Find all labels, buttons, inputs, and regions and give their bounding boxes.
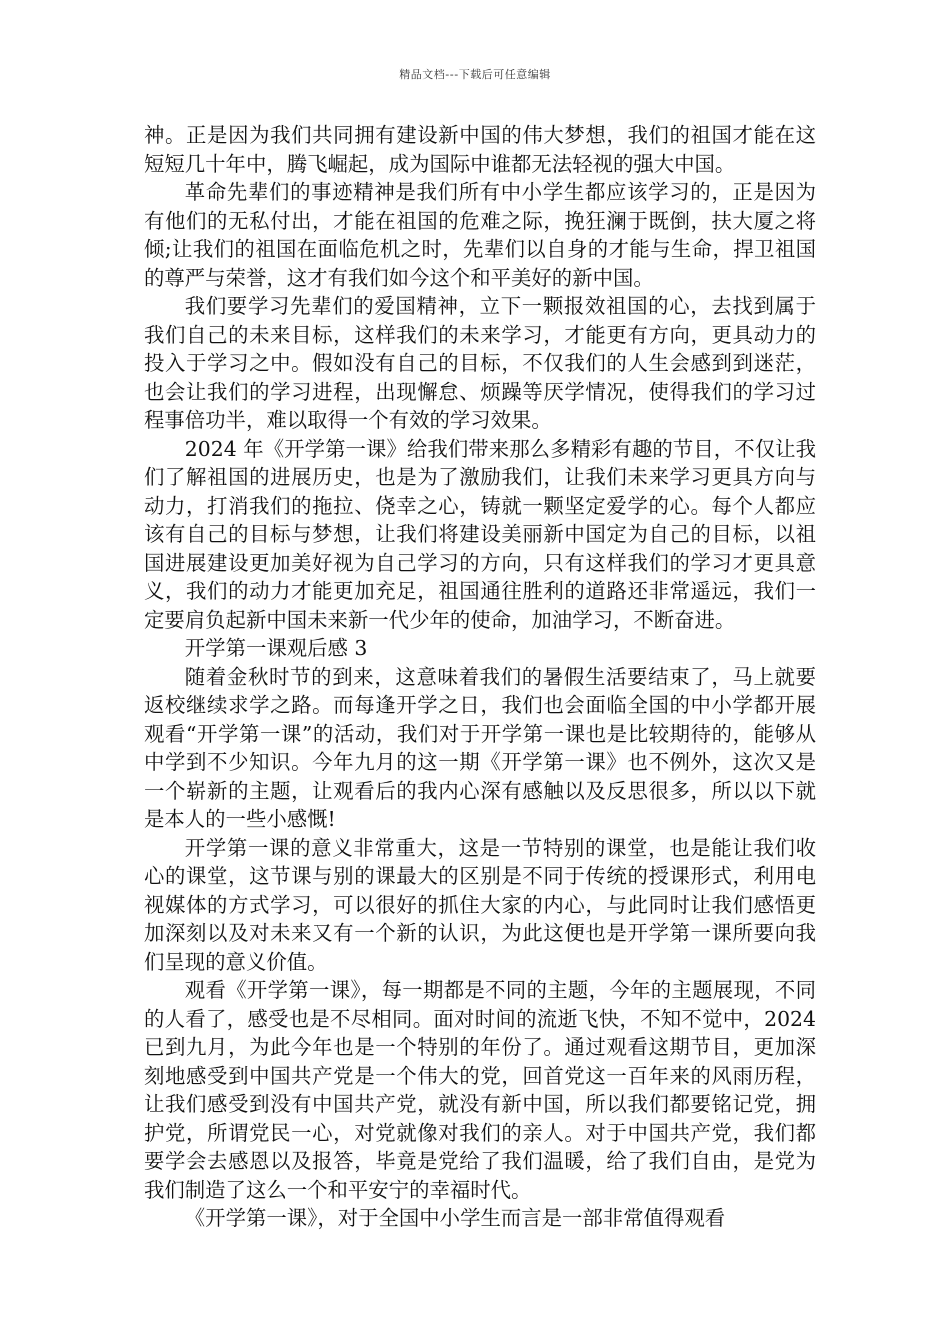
page-header: 精品文档---下载后可任意编辑 [399, 68, 551, 81]
paragraph: 《开学第一课》，对于全国中小学生而言是一部非常值得观看 [184, 1206, 726, 1230]
section-heading: 开学第一课观后感 3 [184, 636, 368, 660]
paragraph: 神。正是因为我们共同拥有建设新中国的伟大梦想，我们的祖国才能在这短短几十年中，腾飞崛起，成为国际中谁都无法轻视的强大中国。 [144, 123, 816, 176]
paragraph: 革命先辈们的事迹精神是我们所有中小学生都应该学习的，正是因为有他们的无私付出，才能在祖国的危难之际，挽狂澜于既倒，扶大厦之将倾;让我们的祖国在面临危机之时，先辈们以自身的才能与生命，捍卫祖国的尊严与荣誉，这才有我们如今这个和平美好的新中国。 [144, 180, 816, 290]
paragraph: 2024 年《开学第一课》给我们带来那么多精彩有趣的节目，不仅让我们了解祖国的进展历史，也是为了激励我们，让我们未来学习更具方向与动力，打消我们的拖拉、侥幸之心，铸就一颗坚定爱学的心。每个人都应该有自己的目标与梦想，让我们将建设美丽新中国定为自己的目标，以祖国进展建设更加美好视为自己学习的方向，只有这样我们的学习才更具意义，我们的动力才能更加充足，祖国通往胜利的道路还非常遥远，我们一定要肩负起新中国未来新一代少年的使命，加油学习，不断奋进。 [144, 436, 816, 632]
paragraph: 观看《开学第一课》，每一期都是不同的主题，今年的主题展现，不同的人看了，感受也是不尽相同。面对时间的流逝飞快，不知不觉中，2024 已到九月，为此今年也是一个特别的年份了。通过观看这期节目，更加深刻地感受到中国共产党是一个伟大的党，回首党这一百年来的风雨历程，让我们感受到没有中国共产党，就没有新中国，所以我们都要铭记党，拥护党，所谓党民一心，对党就像对我们的亲人。对于中国共产党，我们都要学会去感恩以及报答，毕竟是党给了我们温暖，给了我们自由，是党为我们制造了这么一个和平安宁的幸福时代。 [144, 978, 816, 1202]
paragraph: 随着金秋时节的到来，这意味着我们的暑假生活要结束了，马上就要返校继续求学之路。而每逢开学之日，我们也会面临全国的中小学都开展观看“开学第一课”的活动，我们对于开学第一课也是比较期待的，能够从中学到不少知识。今年九月的这一期《开学第一课》也不例外，这次又是一个崭新的主题，让观看后的我内心深有感触以及反思很多，所以以下就是本人的一些小感慨! [144, 664, 816, 831]
paragraph: 开学第一课的意义非常重大，这是一节特别的课堂，也是能让我们收心的课堂，这节课与别的课最大的区别是不同于传统的授课形式，利用电视媒体的方式学习，可以很好的抓住大家的内心，与此同时让我们感悟更加深刻以及对未来又有一个新的认识，为此这便也是开学第一课所要向我们呈现的意义价值。 [144, 835, 816, 974]
paragraph: 我们要学习先辈们的爱国精神，立下一颗报效祖国的心，去找到属于我们自己的未来目标，这样我们的未来学习，才能更有方向，更具动力的投入于学习之中。假如没有自己的目标，不仅我们的人生会感到到迷茫，也会让我们的学习进程，出现懈怠、烦躁等厌学情况，使得我们的学习过程事倍功半，难以取得一个有效的学习效果。 [144, 294, 816, 432]
document-body [144, 121, 816, 1233]
